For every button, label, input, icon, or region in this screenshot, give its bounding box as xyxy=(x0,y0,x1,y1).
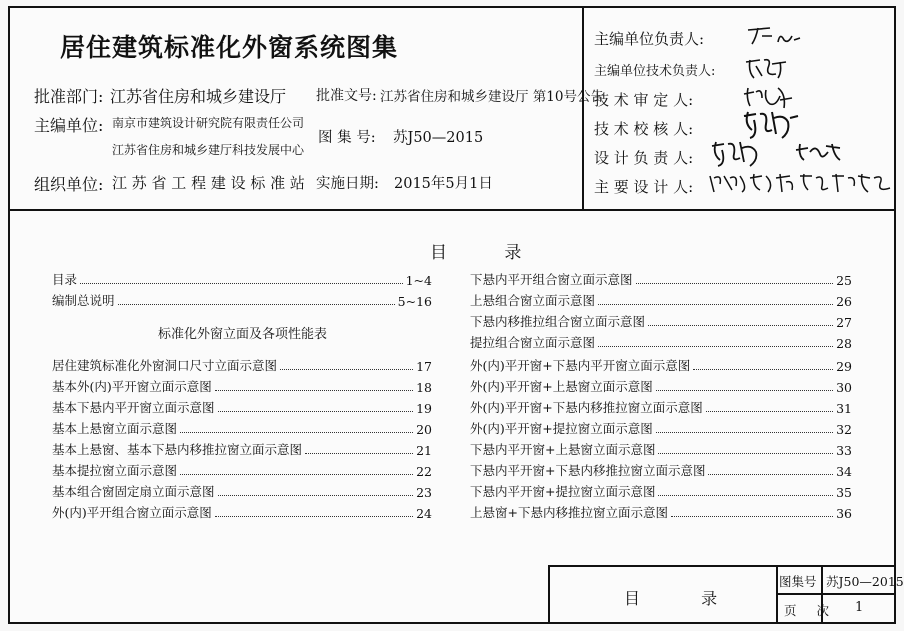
toc-entry-name: 上悬组合窗立面示意图 xyxy=(470,293,596,308)
leader-dots xyxy=(305,453,413,454)
toc-entry-page: 34 xyxy=(836,464,852,479)
toc-entry-page: 26 xyxy=(836,294,852,309)
title-block-left-rule xyxy=(548,565,550,624)
title-block-atlas-no-label: 图集号 xyxy=(779,574,817,589)
leader-dots xyxy=(636,283,834,284)
toc-row[interactable] xyxy=(470,356,852,374)
toc-entry-name: 外(内)平开窗+提拉窗立面示意图 xyxy=(470,421,653,436)
toc-row[interactable] xyxy=(52,398,432,416)
toc-entry-page: 33 xyxy=(836,443,852,458)
leader-dots xyxy=(280,369,413,370)
toc-entry-name: 基本组合窗固定扇立面示意图 xyxy=(52,484,215,499)
signature-design-lead xyxy=(708,138,848,168)
toc-entry-page: 25 xyxy=(836,273,852,288)
impl-date-value: 2015年5月1日 xyxy=(394,176,493,192)
toc-row[interactable] xyxy=(470,440,852,458)
design-lead-label: 设 计 负 责 人: xyxy=(594,149,694,167)
toc-entry-page: 30 xyxy=(836,380,852,395)
toc-row[interactable] xyxy=(52,356,432,374)
toc-entry-page: 29 xyxy=(836,359,852,374)
toc-entry-name: 下悬内平开窗+上悬窗立面示意图 xyxy=(470,442,656,457)
toc-row[interactable] xyxy=(52,377,432,395)
title-block-atlas-no-value: 苏J50—2015 xyxy=(826,574,904,589)
toc-row[interactable] xyxy=(470,419,852,437)
toc-entry-page: 28 xyxy=(836,336,852,351)
toc-entry-name: 基本下悬内平开窗立面示意图 xyxy=(52,400,215,415)
toc-row[interactable] xyxy=(470,377,852,395)
editor-unit-value-1: 南京市建筑设计研究院有限责任公司 xyxy=(112,116,305,130)
leader-dots xyxy=(656,390,833,391)
leader-dots xyxy=(215,390,413,391)
header-signature-divider xyxy=(582,6,584,210)
signature-chief-unit-head xyxy=(744,24,804,48)
signature-chief-unit-tech-head xyxy=(742,54,792,82)
atlas-title: 居住建筑标准化外窗系统图集 xyxy=(60,33,399,62)
title-block-page-value: 1 xyxy=(855,600,864,615)
approval-doc-value: 江苏省住房和城乡建设厅 第10号公告 xyxy=(380,89,604,105)
leader-dots xyxy=(218,495,414,496)
toc-entry-page: 1~4 xyxy=(405,273,432,288)
toc-entry-name: 居住建筑标准化外窗洞口尺寸立面示意图 xyxy=(52,358,278,373)
toc-entry-page: 18 xyxy=(416,380,432,395)
toc-entry-name: 目录 xyxy=(52,272,78,287)
leader-dots xyxy=(658,453,833,454)
toc-entry-page: 19 xyxy=(416,401,432,416)
toc-entry-name: 编制总说明 xyxy=(52,293,115,308)
toc-row[interactable] xyxy=(470,333,852,351)
toc-row[interactable] xyxy=(470,312,852,330)
leader-dots xyxy=(648,325,833,326)
toc-entry-name: 外(内)平开窗+上悬窗立面示意图 xyxy=(470,379,653,394)
toc-entry-page: 27 xyxy=(836,315,852,330)
leader-dots xyxy=(693,369,833,370)
leader-dots xyxy=(706,411,833,412)
toc-entry-name: 基本外(内)平开窗立面示意图 xyxy=(52,379,212,394)
toc-entry-name: 外(内)平开窗+下悬内移推拉窗立面示意图 xyxy=(470,400,703,415)
chief-unit-tech-head-label: 主编单位技术负责人: xyxy=(594,64,716,79)
toc-entry-page: 36 xyxy=(836,506,852,521)
header-bottom-rule xyxy=(8,209,896,211)
atlas-no-label: 图 集 号: xyxy=(318,130,376,146)
toc-section-heading: 标准化外窗立面及各项性能表 xyxy=(158,327,328,342)
toc-entry-page: 31 xyxy=(836,401,852,416)
toc-entry-page: 35 xyxy=(836,485,852,500)
leader-dots xyxy=(658,495,833,496)
toc-entry-name: 基本上悬窗立面示意图 xyxy=(52,421,178,436)
signature-main-designers xyxy=(708,170,894,196)
toc-entry-name: 外(内)平开组合窗立面示意图 xyxy=(52,505,212,520)
toc-row[interactable] xyxy=(470,482,852,500)
leader-dots xyxy=(218,411,414,412)
leader-dots xyxy=(598,346,833,347)
toc-entry-page: 24 xyxy=(416,506,432,521)
toc-entry-name: 下悬内平开窗+提拉窗立面示意图 xyxy=(470,484,656,499)
toc-entry-name: 基本上悬窗、基本下悬内移推拉窗立面示意图 xyxy=(52,442,303,457)
leader-dots xyxy=(708,474,833,475)
toc-row[interactable] xyxy=(52,440,432,458)
toc-row[interactable] xyxy=(470,461,852,479)
toc-row[interactable] xyxy=(52,503,432,521)
editor-unit-label: 主编单位: xyxy=(34,116,104,135)
toc-entry-page: 22 xyxy=(416,464,432,479)
approval-dept-value: 江苏省住房和城乡建设厅 xyxy=(110,87,287,106)
leader-dots xyxy=(215,516,413,517)
toc-entry-name: 下悬内平开窗+下悬内移推拉窗立面示意图 xyxy=(470,463,706,478)
toc-row[interactable] xyxy=(52,291,432,309)
organizer-value: 江 苏 省 工 程 建 设 标 准 站 xyxy=(112,174,305,192)
atlas-no-value: 苏J50—2015 xyxy=(393,130,484,146)
toc-row[interactable] xyxy=(52,461,432,479)
approval-dept-label: 批准部门: xyxy=(34,87,104,106)
toc-entry-page: 21 xyxy=(416,443,432,458)
title-block-top-rule xyxy=(548,565,896,567)
organizer-label: 组织单位: xyxy=(34,175,104,194)
drawing-title: 目 录 xyxy=(624,589,746,608)
toc-entry-page: 32 xyxy=(836,422,852,437)
toc-title: 目 录 xyxy=(430,243,548,263)
chief-unit-head-label: 主编单位负责人: xyxy=(594,30,705,48)
signature-technical-checker xyxy=(740,108,800,142)
approval-doc-label: 批准文号: xyxy=(316,88,377,104)
toc-row[interactable] xyxy=(52,482,432,500)
technical-checker-label: 技 术 校 核 人: xyxy=(594,120,694,138)
toc-row[interactable] xyxy=(470,398,852,416)
toc-entry-name: 外(内)平开窗+下悬内平开窗立面示意图 xyxy=(470,358,691,373)
toc-row[interactable] xyxy=(470,270,852,288)
toc-entry-name: 上悬窗+下悬内移推拉窗立面示意图 xyxy=(470,505,668,520)
toc-entry-page: 20 xyxy=(416,422,432,437)
impl-date-label: 实施日期: xyxy=(316,176,379,192)
toc-row[interactable] xyxy=(52,270,432,288)
leader-dots xyxy=(80,283,403,284)
toc-entry-page: 5~16 xyxy=(397,294,432,309)
leader-dots xyxy=(118,304,395,305)
leader-dots xyxy=(180,432,413,433)
toc-entry-name: 基本提拉窗立面示意图 xyxy=(52,463,178,478)
toc-entry-name: 提拉组合窗立面示意图 xyxy=(470,335,596,350)
main-designers-label: 主 要 设 计 人: xyxy=(594,178,694,196)
leader-dots xyxy=(180,474,413,475)
title-block-page-label: 页 次 xyxy=(784,603,837,618)
toc-entry-page: 23 xyxy=(416,485,432,500)
editor-unit-value-2: 江苏省住房和城乡建厅科技发展中心 xyxy=(112,143,305,157)
leader-dots xyxy=(656,432,833,433)
toc-entry-name: 下悬内移推拉组合窗立面示意图 xyxy=(470,314,646,329)
leader-dots xyxy=(598,304,833,305)
title-block-mid-rule xyxy=(776,593,896,595)
technical-approver-label: 技 术 审 定 人: xyxy=(594,91,694,109)
leader-dots xyxy=(671,516,833,517)
toc-entry-name: 下悬内平开组合窗立面示意图 xyxy=(470,272,633,287)
toc-row[interactable] xyxy=(52,419,432,437)
toc-row[interactable] xyxy=(470,291,852,309)
toc-row[interactable] xyxy=(470,503,852,521)
toc-entry-page: 17 xyxy=(416,359,432,374)
